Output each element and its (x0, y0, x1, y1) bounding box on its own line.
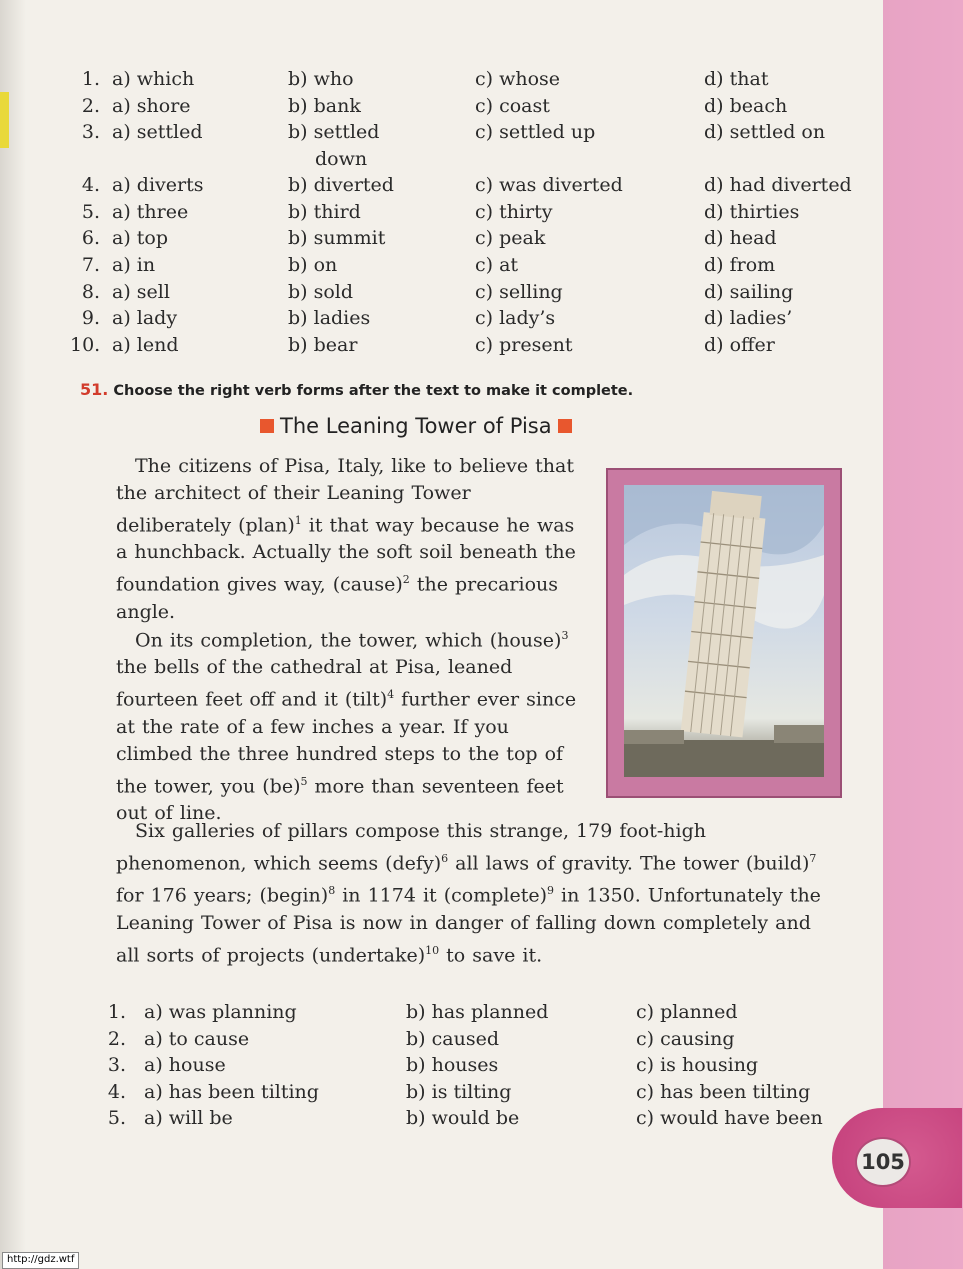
option-c: c) lady’s (475, 307, 556, 330)
option-number: 2. (107, 1027, 126, 1050)
gap-number: 2 (402, 573, 410, 587)
option-b: b) third (288, 200, 361, 223)
text-run: in 1350. Unfortunately the Leaning Tower of Pisa is now in danger of falling down completely and all sorts of projects (undertake) (116, 884, 821, 966)
option-number: 5. (107, 1107, 126, 1130)
option-row (70, 66, 880, 93)
option-a: a) lend (112, 333, 179, 356)
option-number: 5. (81, 200, 100, 223)
options-list-bottom (96, 999, 856, 1132)
title-text: The Leaning Tower of Pisa (280, 414, 552, 438)
option-row (70, 93, 880, 120)
option-number: 7. (81, 253, 100, 276)
option-c: c) coast (475, 94, 550, 117)
option-c: c) peak (475, 227, 546, 250)
option-number: 4. (107, 1080, 126, 1103)
option-number: 10. (70, 333, 101, 356)
option-b-continuation: down (315, 147, 368, 170)
option-d: d) beach (704, 94, 788, 117)
gap-number: 8 (328, 884, 336, 898)
gap-number: 10 (425, 943, 440, 957)
option-c: c) present (475, 333, 573, 356)
paragraph-2 (116, 622, 586, 827)
photo-frame (606, 468, 842, 798)
side-color-strip (883, 0, 963, 1269)
option-c: c) was diverted (475, 174, 623, 197)
tower-illustration-icon (624, 485, 824, 777)
gap-number: 4 (387, 688, 395, 702)
option-c: c) planned (636, 1001, 738, 1023)
bookmark-tab (0, 92, 9, 148)
option-a: a) top (112, 227, 169, 250)
option-number: 3. (81, 121, 100, 144)
option-a: a) in (112, 253, 156, 276)
option-a: a) will be (144, 1107, 233, 1130)
option-b: b) on (288, 253, 338, 276)
option-b: b) bear (288, 333, 358, 356)
option-b: b) is tilting (406, 1080, 512, 1103)
option-b: b) caused (406, 1027, 499, 1050)
option-row (96, 1026, 856, 1053)
option-d: d) sailing (704, 280, 794, 303)
option-a: a) lady (112, 307, 178, 330)
option-number: 8. (81, 280, 100, 303)
option-a: a) was planning (144, 1001, 297, 1023)
option-b: b) ladies (288, 307, 371, 330)
exercise-text: Choose the right verb forms after the text to make it complete. (113, 383, 634, 399)
gap-number: 6 (441, 852, 449, 865)
text-run: the bells of the cathedral at Pisa, leaned fourteen feet off and it (tilt) (116, 656, 513, 711)
exercise-instruction (80, 380, 633, 399)
option-number: 2. (81, 94, 100, 117)
text-run: further ever since at the rate of a few inches a year. If you climbed the three hundred steps to the top of the tower, you (be) (116, 688, 577, 797)
text-title (260, 414, 650, 438)
option-c: c) selling (475, 280, 563, 303)
gap-number: 5 (300, 774, 308, 788)
option-a: a) shore (112, 94, 191, 117)
option-number: 3. (107, 1054, 126, 1077)
option-d: d) head (704, 227, 777, 250)
option-d: d) settled on (704, 121, 826, 144)
option-c: c) settled up (475, 121, 596, 144)
option-b: b) bank (288, 94, 361, 117)
option-b: b) would be (406, 1107, 520, 1130)
text-run: it that way because he was a hunchback. Actually the soft soil beneath the foundation gives way, (cause) (116, 514, 576, 596)
text-run: The citizens of Pisa, Italy, like to believe that the architect of their Leaning Tower deliberately (plan) (116, 455, 574, 537)
text-run: to save it. (439, 943, 543, 966)
option-row (70, 172, 880, 199)
option-number: 6. (81, 227, 100, 250)
option-c: c) causing (636, 1027, 735, 1050)
paragraph-3 (116, 818, 841, 969)
watermark-url: http://gdz.wtf (2, 1252, 79, 1269)
option-a: a) which (112, 68, 195, 90)
option-row (96, 1105, 856, 1132)
option-row (96, 999, 856, 1026)
option-row (70, 332, 880, 359)
gap-number: 7 (809, 852, 817, 865)
option-d: d) had diverted (704, 174, 852, 197)
leaning-tower-photo (624, 485, 824, 777)
option-row (70, 252, 880, 279)
text-run: all laws of gravity. The tower (build) (448, 852, 810, 875)
option-a: a) to cause (144, 1027, 250, 1050)
options-list-top (70, 66, 880, 358)
gap-number: 9 (547, 884, 555, 898)
option-d: d) ladies’ (704, 307, 793, 330)
square-bullet-icon (260, 419, 274, 433)
option-d: d) offer (704, 333, 775, 356)
text-run: in 1174 it (complete) (335, 884, 548, 907)
option-b: b) has planned (406, 1001, 549, 1023)
option-b: b) houses (406, 1054, 499, 1077)
option-number: 4. (81, 174, 100, 197)
option-d: d) from (704, 253, 776, 276)
square-bullet-icon (558, 419, 572, 433)
option-c: c) has been tilting (636, 1080, 811, 1103)
option-b: b) diverted (288, 174, 394, 197)
option-c: c) whose (475, 68, 561, 90)
option-b: b) summit (288, 227, 386, 250)
option-c: c) at (475, 253, 519, 276)
option-row (70, 119, 880, 172)
option-a: a) house (144, 1054, 226, 1077)
option-row (70, 225, 880, 252)
text-run: more than seventeen feet out of line. (116, 774, 564, 824)
exercise-number: 51. (80, 380, 109, 399)
option-row (70, 279, 880, 306)
option-number: 1. (81, 68, 100, 90)
option-row (70, 305, 880, 332)
option-d: d) that (704, 68, 769, 90)
text-run: for 176 years; (begin) (116, 884, 329, 907)
gap-number: 1 (294, 514, 302, 527)
text-run: Six galleries of pillars compose this strange, 179 foot-high phenomenon, which seems (defy) (116, 820, 707, 875)
option-row (70, 199, 880, 226)
option-b: b) settled (288, 121, 380, 144)
gap-number: 3 (561, 629, 569, 642)
option-row (96, 1052, 856, 1079)
paragraph-1 (116, 453, 586, 626)
option-a: a) diverts (112, 174, 204, 197)
option-a: a) settled (112, 121, 203, 144)
option-b: b) sold (288, 280, 354, 303)
option-number: 1. (107, 1001, 126, 1023)
option-c: c) would have been (636, 1107, 823, 1130)
option-d: d) thirties (704, 200, 800, 223)
option-c: c) is housing (636, 1054, 759, 1077)
text-run: the precarious angle. (116, 573, 559, 623)
option-a: a) has been tilting (144, 1080, 319, 1103)
text-run: On its completion, the tower, which (house) (135, 629, 562, 652)
option-b: b) who (288, 68, 354, 90)
option-row (96, 1079, 856, 1106)
option-a: a) sell (112, 280, 170, 303)
page-gutter (0, 0, 26, 1269)
page-number: 105 (855, 1137, 911, 1187)
option-number: 9. (81, 307, 100, 330)
option-a: a) three (112, 200, 189, 223)
option-c: c) thirty (475, 200, 553, 223)
